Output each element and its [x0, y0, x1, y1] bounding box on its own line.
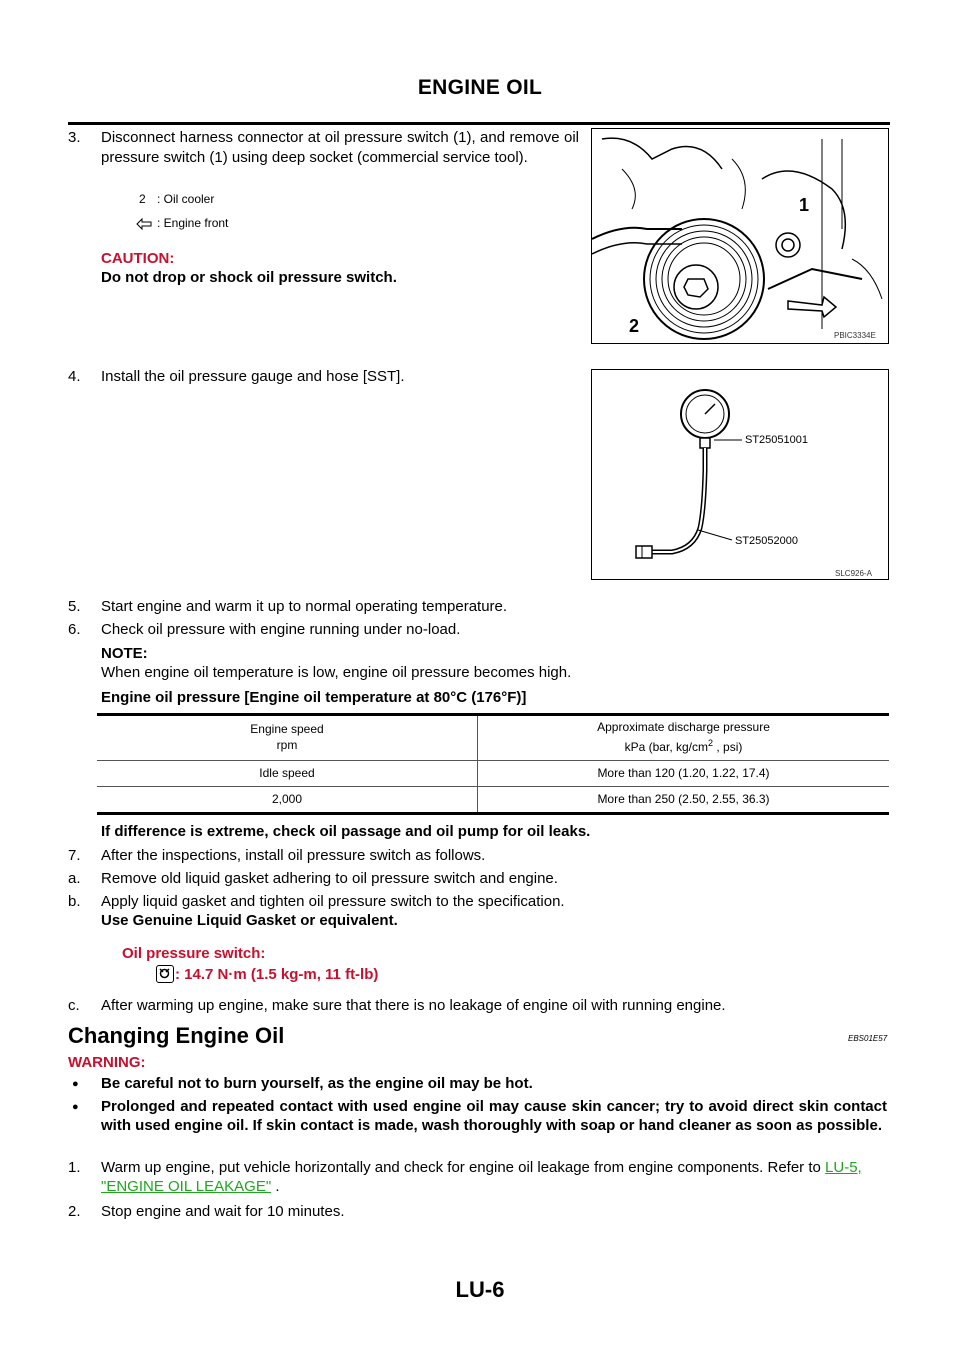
header-rule: [68, 122, 890, 125]
caution-text: Do not drop or shock oil pressure switch.: [101, 269, 397, 286]
step-3-text: Disconnect harness connector at oil pressure switch (1), and remove oil pressure switch (1) using deep socket (commercial service tool).: [101, 129, 579, 166]
step-number: 7.: [68, 847, 81, 864]
label-gauge: ST25051001: [745, 434, 808, 446]
warning-label: WARNING:: [68, 1054, 146, 1071]
sub-step-letter: b.: [68, 893, 81, 910]
note-label: NOTE:: [101, 645, 148, 662]
bullet-icon: ●: [72, 1101, 79, 1113]
arrow-outline-icon: [136, 216, 152, 228]
page-number: LU-6: [455, 1277, 505, 1302]
step-number: 3.: [68, 129, 81, 146]
step-number: 2.: [68, 1203, 81, 1220]
torque-value: : 14.7 N·m (1.5 kg-m, 11 ft-lb): [175, 966, 379, 983]
legend-engine-front: : Engine front: [157, 216, 229, 230]
step-number: 1.: [68, 1159, 81, 1176]
step-number: 6.: [68, 621, 81, 638]
table-header-speed: Engine speed rpm: [97, 716, 478, 761]
figure-oil-pressure-gauge: [591, 369, 889, 580]
warning-item: Be careful not to burn yourself, as the engine oil may be hot.: [101, 1075, 533, 1092]
step-6-text: Check oil pressure with engine running under no-load.: [101, 621, 461, 638]
page-title: ENGINE OIL: [417, 76, 543, 99]
label-hose: ST25052000: [735, 535, 798, 547]
difference-note: If difference is extreme, check oil passage and oil pump for oil leaks.: [101, 823, 591, 840]
section-code: EBS01E57: [848, 1034, 888, 1043]
warning-item: Prolonged and repeated contact with used engine oil may cause skin cancer; try to avoid direct skin contact with used engine oil. If skin contact is made, wash thoroughly with soap or hand cleaner as soon as possible.: [101, 1098, 887, 1134]
step-number: 4.: [68, 368, 81, 385]
figure-code: SLC926-A: [835, 569, 872, 578]
oil-pressure-table: [97, 713, 889, 815]
gasket-note: Use Genuine Liquid Gasket or equivalent.: [101, 912, 398, 929]
table-header-pressure: Approximate discharge pressure kPa (bar, $kg/cm^2$ , psi): [597, 720, 770, 754]
torque-wrench-icon: [156, 965, 174, 983]
sub-step-a-text: Remove old liquid gasket adhering to oil pressure switch and engine.: [101, 870, 558, 887]
legend-key: 2: [139, 192, 146, 206]
table-title: Engine oil pressure [Engine oil temperature at 80°C (176°F)]: [101, 689, 527, 706]
step-7-text: After the inspections, install oil pressure switch as follows.: [101, 847, 486, 864]
step-5-text: Start engine and warm it up to normal operating temperature.: [101, 598, 508, 615]
callout-1: 1: [799, 195, 810, 215]
legend-oil-cooler: : Oil cooler: [157, 192, 215, 206]
caution-label: CAUTION:: [101, 250, 175, 267]
change-step-2: Stop engine and wait for 10 minutes.: [101, 1203, 345, 1220]
table-row: Idle speed More than 120 (1.20, 1.22, 17.4): [97, 761, 889, 787]
torque-label: Oil pressure switch:: [122, 945, 266, 962]
section-title: Changing Engine Oil: [68, 1023, 285, 1048]
table-row: 2,000 More than 250 (2.50, 2.55, 36.3): [97, 787, 889, 813]
callout-2: 2: [629, 316, 640, 336]
sub-step-c-text: After warming up engine, make sure that there is no leakage of engine oil with running engine.: [101, 997, 726, 1014]
engine-illustration: [592, 129, 888, 343]
sub-step-b-text: Apply liquid gasket and tighten oil pressure switch to the specification.: [101, 893, 565, 910]
figure-code: PBIC3334E: [834, 331, 876, 340]
note-text: When engine oil temperature is low, engine oil pressure becomes high.: [101, 664, 572, 681]
step-4-text: Install the oil pressure gauge and hose [SST].: [101, 368, 405, 385]
sub-step-letter: c.: [68, 997, 80, 1014]
link-engine-oil-leakage[interactable]: LU-5, "ENGINE OIL LEAKAGE": [101, 1159, 862, 1195]
figure-oil-pressure-switch: [591, 128, 889, 344]
change-step-1: Warm up engine, put vehicle horizontally and check for engine oil leakage from engine components. Refer to LU-5, "ENGINE OIL LEAKAGE" .: [101, 1159, 862, 1195]
step-number: 5.: [68, 598, 81, 615]
bullet-icon: ●: [72, 1078, 79, 1090]
sub-step-letter: a.: [68, 870, 81, 887]
